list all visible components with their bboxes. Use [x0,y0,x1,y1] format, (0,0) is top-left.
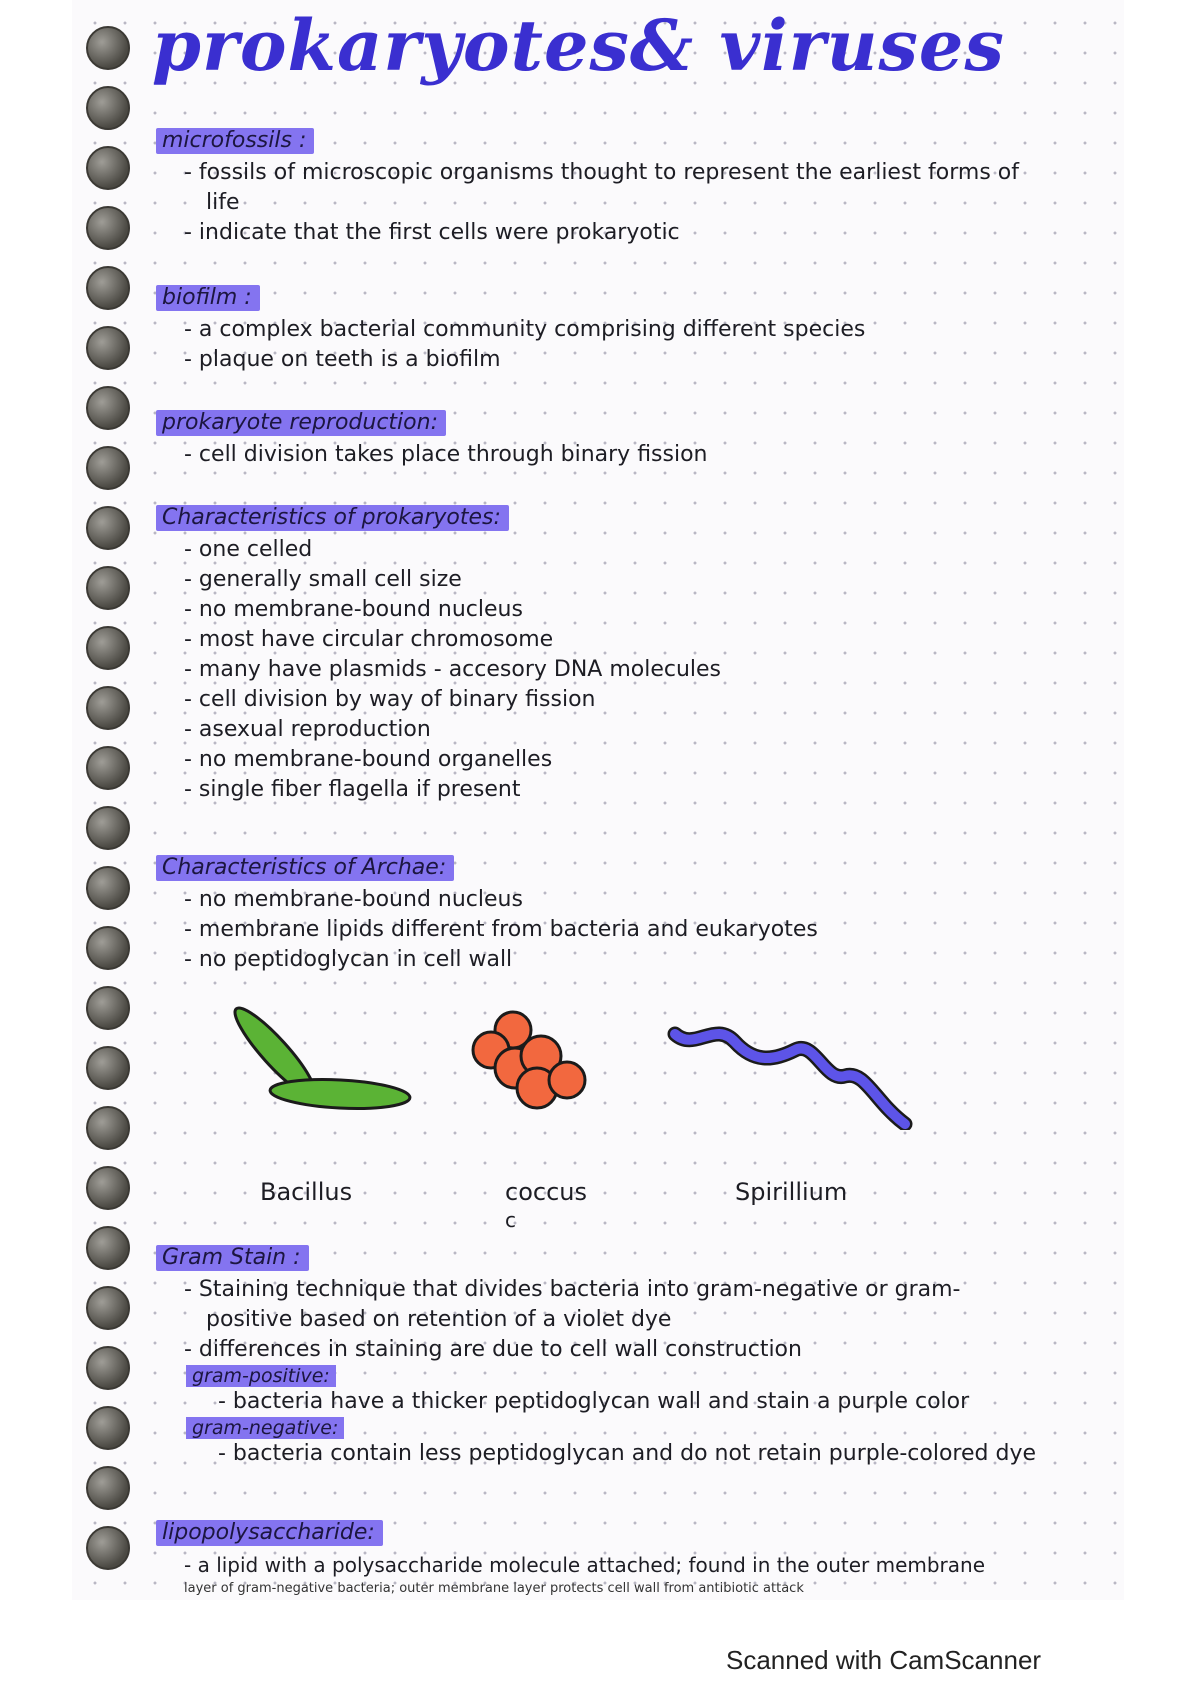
bacillus-label: Bacillus [260,1178,353,1206]
binder-hole [86,986,130,1030]
gram-positive-note: - bacteria have a thicker peptidoglycan wall and stain a purple color [218,1389,970,1414]
binder-hole [86,1466,130,1510]
section-lipopolysaccharide [156,1520,985,1598]
note-line: - no membrane-bound organelles [184,747,553,772]
binder-hole [86,506,130,550]
section-heading: biofilm : [156,285,260,311]
binder-hole [86,206,130,250]
note-line-cutoff: layer of gram-negative bacteria; outer membrane layer protects cell wall from antibiotic attack [184,1581,804,1596]
binder-hole [86,446,130,490]
binder-hole [86,746,130,790]
bacteria-drawings [215,990,915,1130]
note-line: - Staining technique that divides bacteria into gram-negative or gram- [184,1277,961,1302]
section-heading: Characteristics of Archae: [156,855,454,881]
binder-hole [86,1106,130,1150]
binder-hole [86,1406,130,1450]
spirillum-label: Spirillium [735,1178,848,1206]
note-line: - most have circular chromosome [184,627,554,652]
note-line: - differences in staining are due to cell wall construction [184,1337,802,1362]
section-gram-stain [156,1245,1036,1469]
gram-negative-note: - bacteria contain less peptidoglycan and do not retain purple-colored dye [218,1441,1037,1466]
binder-holes [86,0,136,1600]
note-line: - single fiber flagella if present [184,777,521,802]
note-line: - no membrane-bound nucleus [184,597,523,622]
binder-hole [86,86,130,130]
note-line: - no membrane-bound nucleus [184,887,523,912]
binder-hole [86,866,130,910]
note-line: - plaque on teeth is a biofilm [184,347,501,372]
binder-hole [86,686,130,730]
note-line: - many have plasmids - accesory DNA molecules [184,657,722,682]
section-heading: microfossils : [156,128,314,154]
binder-hole [86,566,130,610]
note-line: - no peptidoglycan in cell wall [184,947,513,972]
coccus-mark: c [505,1208,516,1232]
binder-hole [86,146,130,190]
note-line: - membrane lipids different from bacteria and eukaryotes [184,917,818,942]
note-line: - asexual reproduction [184,717,431,742]
binder-hole [86,626,130,670]
note-line: - cell division by way of binary fission [184,687,596,712]
section-characteristics-prokaryotes [156,505,721,805]
coccus-label: coccus [505,1178,587,1206]
note-line: - generally small cell size [184,567,462,592]
binder-hole [86,1286,130,1330]
note-line: - indicate that the first cells were prokaryotic [184,220,680,245]
note-line: - cell division takes place through binary fission [184,442,708,467]
note-line: - one celled [184,537,313,562]
note-line: - fossils of microscopic organisms thought to represent the earliest forms of [184,160,1020,185]
note-line: life [206,190,240,215]
binder-hole [86,1226,130,1270]
note-line: - a lipid with a polysaccharide molecule attached; found in the outer membrane [184,1553,986,1577]
section-biofilm [156,285,865,375]
binder-hole [86,26,130,70]
binder-hole [86,1166,130,1210]
binder-hole [86,926,130,970]
section-prokaryote-reproduction [156,410,708,470]
bacillus-drawing [227,1000,411,1111]
section-heading: lipopolysaccharide: [156,1520,383,1546]
coccus-drawing [473,1012,585,1108]
binder-hole [86,266,130,310]
binder-hole [86,1346,130,1390]
binder-hole [86,806,130,850]
section-heading: prokaryote reproduction: [156,410,446,436]
section-heading: Characteristics of prokaryotes: [156,505,509,531]
gram-negative-heading: gram-negative: [186,1417,344,1439]
binder-hole [86,326,130,370]
gram-positive-heading: gram-positive: [186,1365,336,1387]
binder-hole [86,1526,130,1570]
page-title: prokaryotes& viruses [152,4,1005,87]
bacteria-shapes-figure [215,990,915,1232]
scanner-watermark: Scanned with CamScanner [726,1645,1042,1675]
section-heading: Gram Stain : [156,1245,309,1271]
section-microfossils [156,128,1019,248]
section-characteristics-archae [156,855,818,975]
binder-hole [86,1046,130,1090]
note-line: - a complex bacterial community comprising different species [184,317,866,342]
note-line: positive based on retention of a violet dye [206,1307,672,1332]
binder-hole [86,386,130,430]
